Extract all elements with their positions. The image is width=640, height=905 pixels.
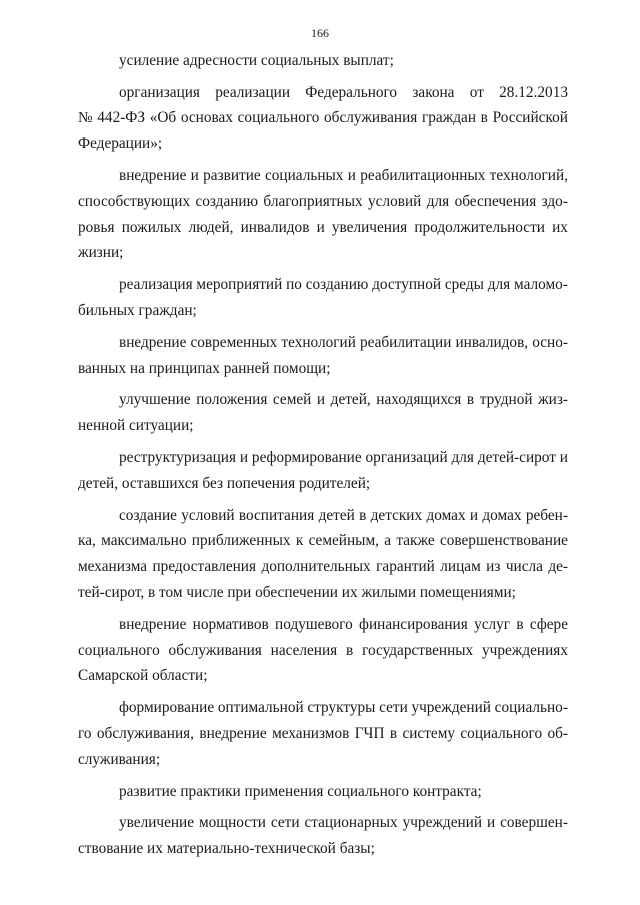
page-number: 166 [311, 26, 329, 40]
text-line: формирование оптимальной структуры сети учреждений социально- [119, 699, 568, 717]
paragraph [78, 695, 568, 772]
paragraph [78, 445, 568, 497]
text-line: ванных на принципах ранней помощи; [78, 359, 331, 377]
paragraph [78, 612, 568, 689]
paragraph [78, 503, 568, 606]
text-line: реализация мероприятий по созданию доступной среды для маломо- [119, 276, 568, 294]
paragraph [78, 330, 568, 382]
text-line: создание условий воспитания детей в детских домах и домах ребен- [119, 506, 568, 524]
text-line: развитие практики применения социального контракта; [119, 782, 482, 800]
text-line: усиление адресности социальных выплат; [119, 51, 394, 69]
paragraph [78, 163, 568, 266]
text-line: внедрение и развитие социальных и реабилитационных технологий, [119, 167, 568, 185]
text-line: Самарской области; [78, 667, 208, 685]
paragraph [78, 811, 568, 863]
text-line: внедрение нормативов подушевого финансирования услуг в сфере [119, 615, 568, 633]
text-line: № 442-ФЗ «Об основах социального обслуживания граждан в Российской [78, 109, 568, 127]
text-line: го обслуживания, внедрение механизмов ГЧП в систему социального об- [78, 725, 568, 743]
text-line: внедрение современных технологий реабилитации инвалидов, осно- [119, 333, 568, 351]
text-line: социального обслуживания населения в государственных учреждениях [78, 641, 568, 659]
paragraph [78, 80, 568, 157]
text-line: жизни; [78, 244, 124, 262]
text-line: ствование их материально-технической базы; [78, 840, 375, 858]
text-line: служивания; [78, 750, 161, 768]
text-line: увеличение мощности сети стационарных учреждений и совершен- [119, 814, 568, 832]
text-line: способствующих созданию благоприятных условий для обеспечения здо- [78, 192, 568, 210]
paragraph [78, 779, 568, 805]
paragraph [78, 272, 568, 324]
text-line: улучшение положения семей и детей, находящихся в трудной жиз- [119, 391, 568, 409]
text-line: ненной ситуации; [78, 417, 194, 435]
text-line: бильных граждан; [78, 302, 197, 320]
text-line: реструктуризация и реформирование организаций для детей-сирот и [119, 449, 568, 467]
text-line: организация реализации Федерального закона от 28.12.2013 [119, 83, 568, 101]
text-line: тей-сирот, в том числе при обеспечении их жилыми помещениями; [78, 584, 516, 602]
paragraph [78, 48, 568, 74]
paragraph [78, 388, 568, 440]
text-line: Федерации»; [78, 135, 163, 153]
text-line: механизма предоставления дополнительных гарантий лицам из числа де- [78, 558, 568, 576]
text-line: ровья пожилых людей, инвалидов и увеличения продолжительности их [78, 218, 568, 236]
body-text [78, 48, 568, 862]
text-line: ка, максимально приближенных к семейным, а также совершенствование [78, 532, 568, 550]
text-line: детей, оставшихся без попечения родителей; [78, 474, 371, 492]
